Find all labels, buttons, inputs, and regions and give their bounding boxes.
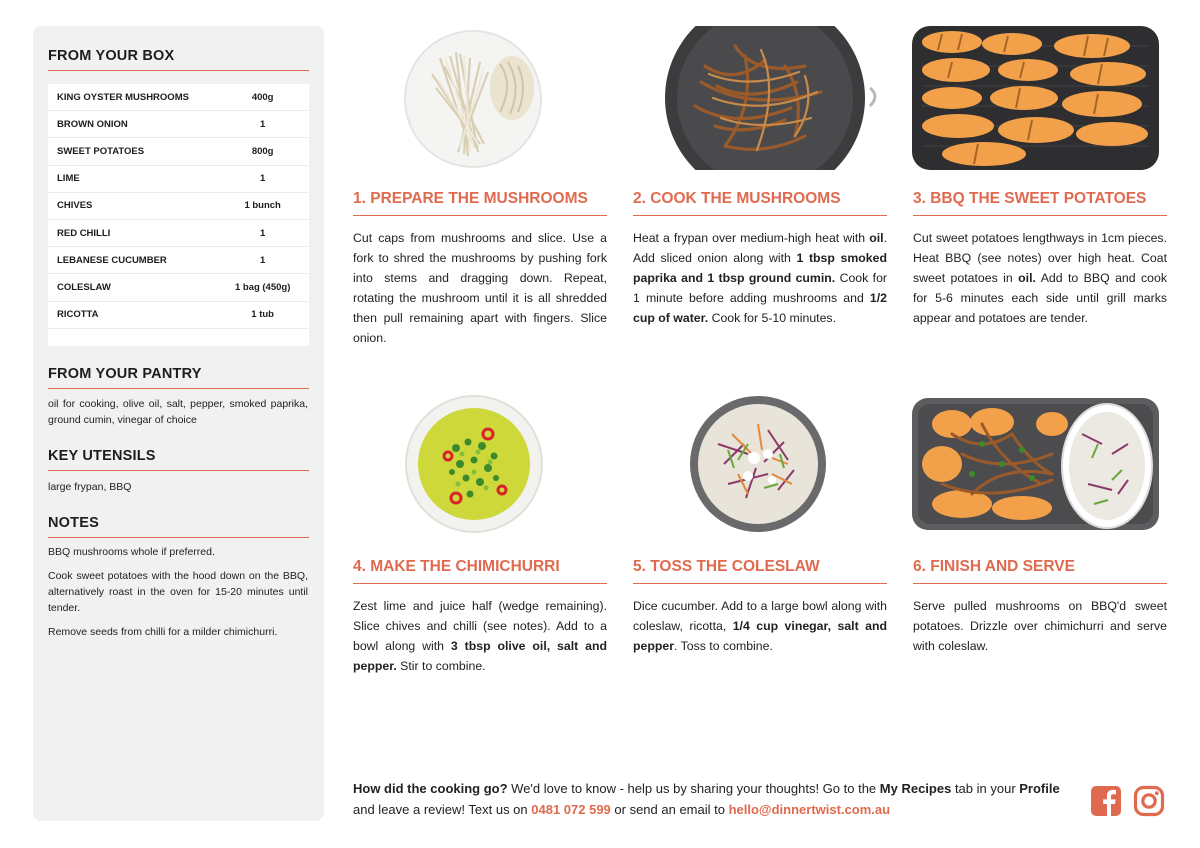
step-instructions	[353, 596, 607, 676]
note-item: Remove seeds from chilli for a milder chimichurri.	[48, 626, 278, 638]
ingredients-table	[48, 84, 309, 346]
instruction-highlight: oil.	[1018, 271, 1036, 285]
email-link[interactable]: hello@dinnertwist.com.au	[728, 802, 891, 817]
instruction-text: Serve pulled mushrooms on BBQ'd sweet potatoes. Drizzle over chimichurri and serve with coleslaw.	[913, 599, 1167, 653]
utensils-title: KEY UTENSILS	[48, 448, 309, 471]
instruction-text: Stir to combine.	[396, 659, 486, 673]
coleslaw-bowl-image	[688, 394, 828, 534]
utensils-text: large frypan, BBQ	[48, 481, 132, 493]
facebook-icon[interactable]	[1090, 785, 1122, 817]
step-instructions	[353, 228, 607, 348]
notes-list	[48, 544, 308, 648]
ingredient-row	[48, 138, 309, 165]
ingredient-name: BROWN ONION	[57, 118, 128, 130]
feedback-footer	[353, 778, 1073, 820]
ingredient-name: SWEET POTATOES	[57, 145, 145, 157]
step-instructions	[633, 228, 887, 328]
ingredient-name: LIME	[57, 173, 80, 185]
ingredient-quantity: 800g	[251, 145, 274, 157]
footer-text: tab in your	[951, 781, 1020, 796]
instruction-highlight: 1/2 cup of water.	[633, 291, 887, 325]
ingredient-quantity: 1	[260, 254, 266, 266]
step-instructions	[913, 596, 1167, 656]
ingredient-row	[48, 302, 309, 329]
ingredient-quantity: 1 bag (450g)	[234, 281, 291, 293]
instruction-highlight: oil	[869, 231, 884, 245]
from-your-box-title: FROM YOUR BOX	[48, 48, 309, 71]
ingredient-row	[48, 274, 309, 301]
pantry-text: oil for cooking, olive oil, salt, pepper, smoked paprika, ground cumin, vinegar of choice	[48, 398, 308, 426]
ingredient-row	[48, 166, 309, 193]
instruction-text: Cook for 5-10 minutes.	[708, 311, 836, 325]
sidebar	[33, 26, 324, 821]
mushrooms-in-frypan-image	[665, 26, 885, 170]
step-title: 3. BBQ THE SWEET POTATOES	[913, 190, 1167, 216]
ingredient-name: RICOTTA	[57, 309, 99, 321]
instruction-text: Cut caps from mushrooms and slice. Use a fork to shred the mushrooms by pushing fork into stems and dragging down. Repeat, rotating the mushroom until it is all shredded then pull remaining apart with fingers. Slice onion.	[353, 231, 607, 345]
sweet-potatoes-on-grill-image	[912, 26, 1159, 170]
footer-text: or send an email to	[610, 802, 729, 817]
instruction-highlight: 1/4 cup vinegar, salt and pepper	[633, 619, 887, 653]
ingredient-row	[48, 111, 309, 138]
ingredient-quantity: 1	[260, 118, 266, 130]
ingredient-quantity: 1	[260, 227, 266, 239]
instruction-text: Zest lime and juice half (wedge remaining). Slice chives and chilli (see notes). Add to a bowl along with	[353, 599, 607, 653]
phone-link[interactable]: 0481 072 599	[531, 802, 611, 817]
notes-title: NOTES	[48, 515, 309, 538]
instruction-text: Heat a frypan over medium-high heat with	[633, 231, 870, 245]
step-instructions	[913, 228, 1167, 328]
ingredient-name: CHIVES	[57, 200, 93, 212]
instruction-text: Cook for 1 minute before adding mushrooms and	[633, 271, 888, 305]
served-platter-image	[912, 394, 1159, 534]
ingredient-row	[48, 84, 309, 111]
instruction-text: Dice cucumber. Add to a large bowl along with coleslaw, ricotta,	[633, 599, 887, 633]
instagram-icon[interactable]	[1133, 785, 1165, 817]
ingredient-quantity: 400g	[251, 91, 274, 103]
note-item: Cook sweet potatoes with the hood down on the BBQ, alternatively roast in the oven for 15-20 minutes until tender.	[48, 570, 308, 614]
ingredient-name: COLESLAW	[57, 281, 111, 293]
ingredient-name: RED CHILLI	[57, 227, 111, 239]
instruction-text: Cut sweet potatoes lengthways in 1cm pieces. Heat BBQ (see notes) over high heat. Coat sweet potatoes in	[913, 231, 1167, 285]
step-title: 2. COOK THE MUSHROOMS	[633, 190, 887, 216]
shredded-mushrooms-plate-image	[400, 28, 546, 170]
instruction-highlight: 1 tbsp smoked paprika and 1 tbsp ground cumin.	[633, 251, 887, 285]
instruction-text: . Add sliced onion along with	[633, 231, 887, 265]
ingredient-row	[48, 220, 309, 247]
ingredient-quantity: 1	[260, 173, 266, 185]
note-item: BBQ mushrooms whole if preferred.	[48, 546, 215, 558]
instruction-highlight: 3 tbsp olive oil, salt and pepper.	[353, 639, 607, 673]
step-title: 4. MAKE THE CHIMICHURRI	[353, 558, 607, 584]
ingredient-name: KING OYSTER MUSHROOMS	[57, 91, 189, 103]
instruction-text: . Toss to combine.	[674, 639, 773, 653]
step-title: 6. FINISH AND SERVE	[913, 558, 1167, 584]
footer-text: My Recipes	[879, 781, 952, 796]
ingredient-name: LEBANESE CUCUMBER	[57, 254, 167, 266]
footer-text: Profile	[1019, 781, 1060, 796]
pantry-title: FROM YOUR PANTRY	[48, 366, 309, 389]
ingredient-quantity: 1 bunch	[244, 200, 281, 212]
ingredient-quantity: 1 tub	[251, 309, 274, 321]
footer-text: How did the cooking go?	[353, 781, 508, 796]
instruction-text: Add to BBQ and cook for 5-6 minutes each side until grill marks appear and potatoes are tender.	[913, 271, 1168, 325]
chimichurri-bowl-image	[404, 394, 544, 534]
footer-text: and leave a review! Text us on	[353, 802, 532, 817]
ingredient-row	[48, 247, 309, 274]
step-instructions	[633, 596, 887, 656]
ingredient-row	[48, 193, 309, 220]
footer-text: We'd love to know - help us by sharing your thoughts! Go to the	[507, 781, 880, 796]
step-title: 5. TOSS THE COLESLAW	[633, 558, 887, 584]
step-title: 1. PREPARE THE MUSHROOMS	[353, 190, 607, 216]
